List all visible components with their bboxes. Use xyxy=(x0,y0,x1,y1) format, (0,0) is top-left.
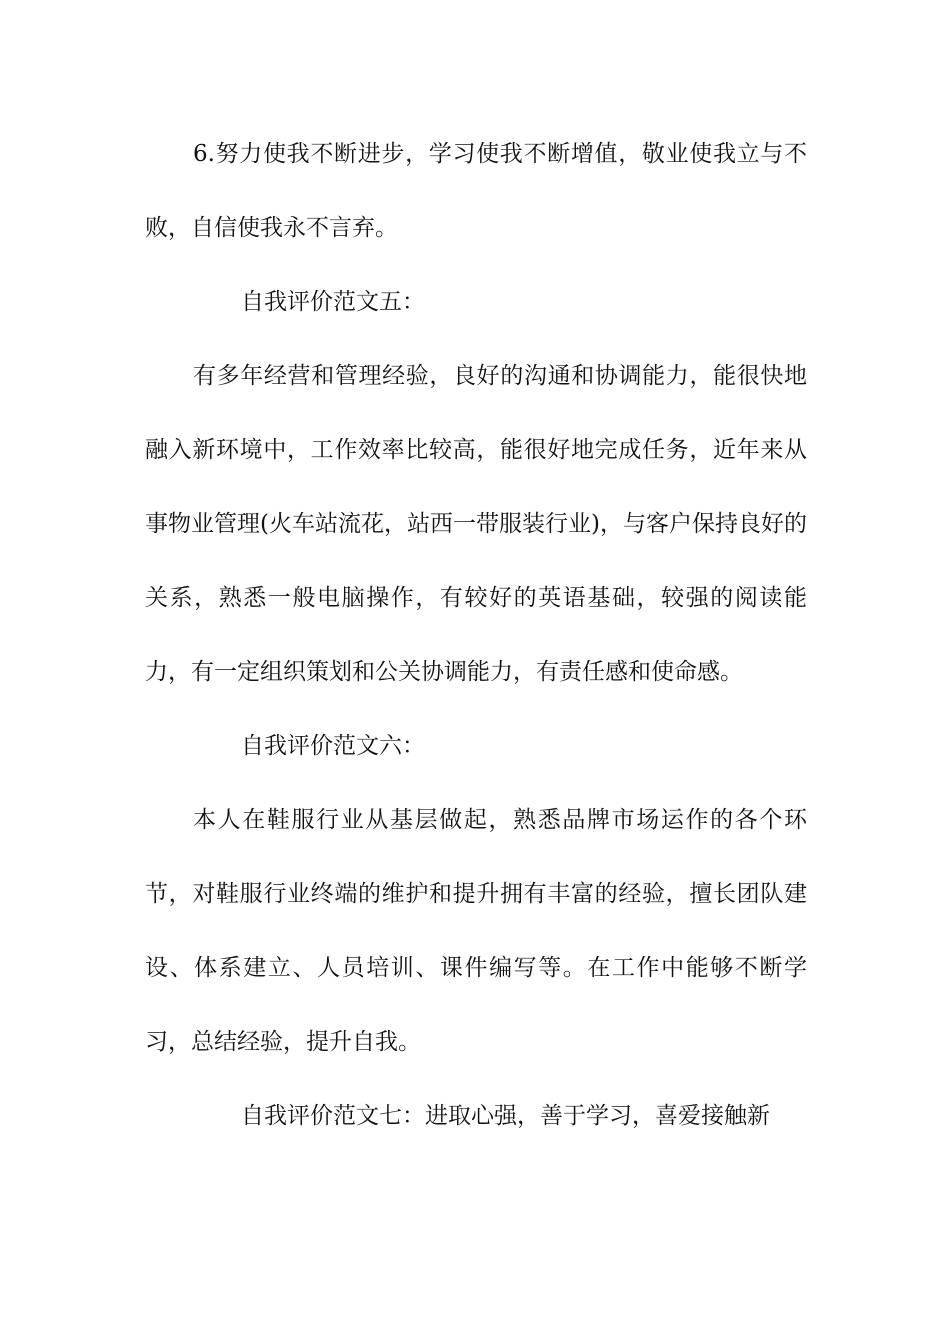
paragraph-sample-five: 有多年经营和管理经验，良好的沟通和协调能力，能很快地融入新环境中，工作效率比较高，能很好地完成任务，近年来从事物业管理(火车站流花，站西一带服装行业)，与客户保持良好的关系，熟悉一般电脑操作，有较好的英语基础，较强的阅读能力，有一定组织策划和公关协调能力，有责任感和使命感。 xyxy=(145,363,807,685)
section-heading-five: 自我评价范文五： xyxy=(241,289,425,315)
paragraph-item-6: 6.努力使我不断进步，学习使我不断增值，敬业使我立与不败，自信使我永不言弃。 xyxy=(145,141,807,241)
section-heading-six: 自我评价范文六： xyxy=(241,733,425,759)
paragraph-sample-six: 本人在鞋服行业从基层做起，熟悉品牌市场运作的各个环节，对鞋服行业终端的维护和提升拥有丰富的经验，擅长团队建设、体系建立、人员培训、课件编写等。在工作中能够不断学习，总结经验，提升自我。 xyxy=(145,807,807,1055)
section-heading-seven: 自我评价范文七：进取心强，善于学习，喜爱接触新 xyxy=(241,1103,770,1129)
document-body xyxy=(145,117,807,1153)
